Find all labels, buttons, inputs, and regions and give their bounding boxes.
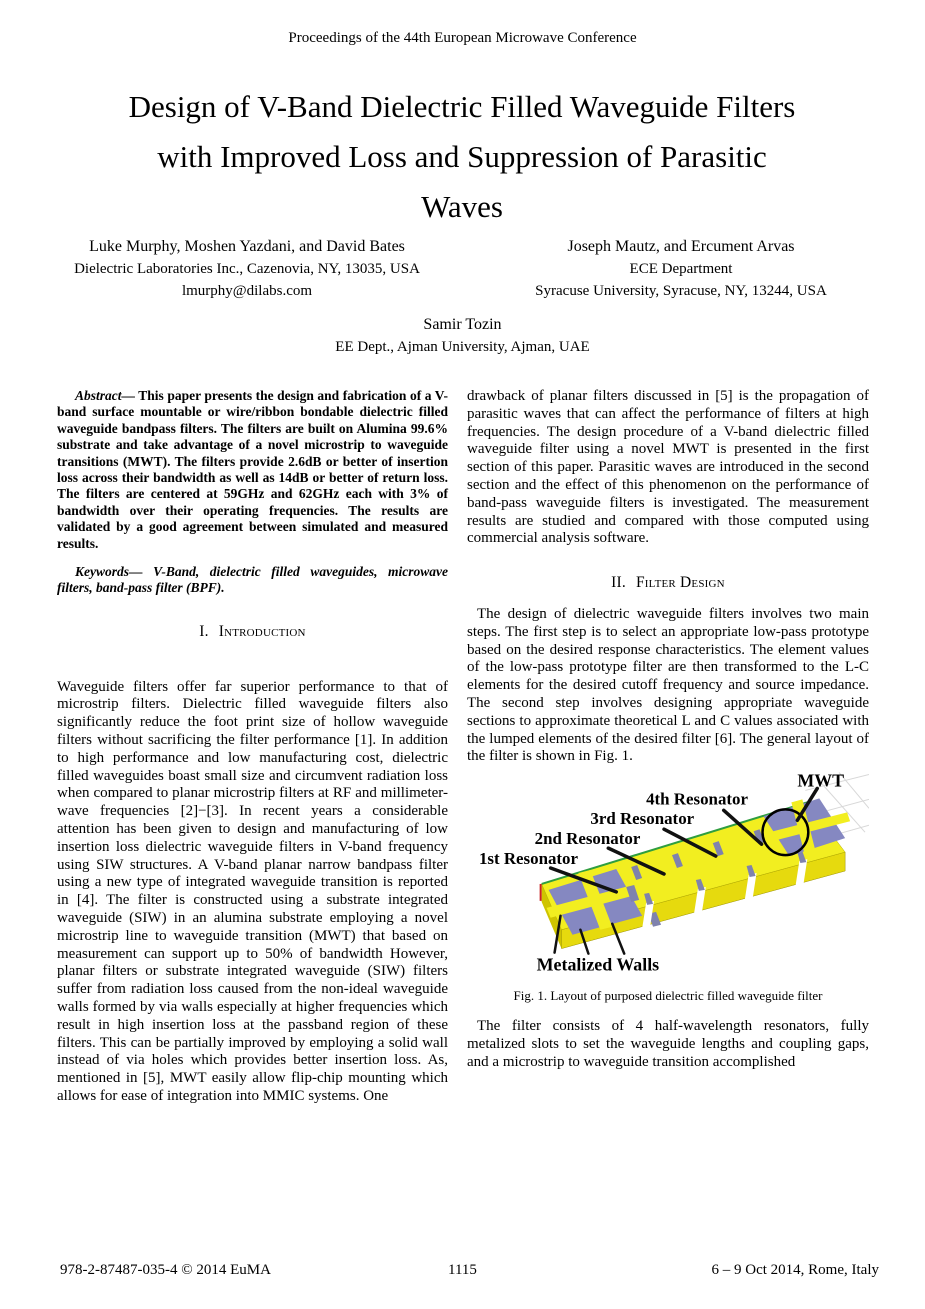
two-column-body (57, 388, 869, 1106)
label-metalized-walls: Metalized Walls (536, 954, 660, 975)
author-affiliation: EE Dept., Ajman University, Ajman, UAE (335, 339, 590, 355)
paper-title (62, 82, 862, 232)
label-res2: 2nd Resonator (534, 829, 641, 849)
figure1-illustration (467, 772, 869, 979)
author-email: lmurphy@dilabs.com (181, 283, 313, 299)
figure-1 (467, 772, 869, 1004)
abstract-lead: Abstract— (75, 388, 136, 403)
author-block-2 (471, 236, 891, 302)
section-title: Filter Design (635, 574, 725, 592)
section-title: Introduction (218, 622, 306, 640)
filter-consists-paragraph: The filter consists of 4 half-wavelength resonators, fully metalized slots to set the waveguide lengths and coupling gaps, and a microstrip to waveguide transition accomplished (467, 1017, 869, 1070)
label-res1: 1st Resonator (478, 849, 579, 869)
introduction-paragraph: Waveguide filters offer far superior performance to that of microstrip filters. Dielectric filled waveguide filters also significantly reduce the foot print size of hollow waveguide filters without sacrificing the filter performance [1]. In addition to high performance and low manufacturing cost, dielectric filled waveguides boast small size and circumvent radiation loss when compared to planar microstrip filters at RF and millimeter-wave frequencies [2]−[3]. In recent years a considerable attention has been given to design and manufacturing of low insertion loss dielectric waveguide filters in V-band frequency using SIW structures. A V-band planar narrow bandpass filter using a new type of integrated waveguide transition is reported in [4]. The filter is constructed using a substrate integrated waveguide (SIW) in an alumina substrate employing a novel microstrip line to waveguide transition (MWT) that based on measurement can support up to 50% of bandwidth However, planar filters or substrate integrated waveguide (SIW) filters suffer from radiation loss caused from the non-ideal waveguide walls formed by via walls especially at higher frequencies which result in high insertion loss at the passband region of these filters. This can be partially improved by employing a solid wall instead of via holes which provides better insertion loss. As, mentioned in [5], MWT easily allow flip-chip mounting which allows for ease of integration into MMIC systems. One (57, 678, 448, 1104)
paper-title-line-3: Waves (421, 189, 503, 224)
abstract-paragraph (57, 388, 448, 552)
author-block-1 (37, 236, 457, 302)
left-column (57, 388, 448, 1106)
page-number: 1115 (448, 1262, 477, 1278)
keywords-paragraph (57, 564, 448, 597)
introduction-continued-paragraph: drawback of planar filters discussed in [5] is the propagation of parasitic waves that can affect the performance of filters at high frequencies. The design procedure of a V-band dielectric filled waveguide filter using a novel MWT is presented in the first section of this paper. Parasitic waves are introduced in the second section and the effect of this phenomenon on the performance of band-pass waveguide filters is investigated. The measurement results are studied and compared with those computed using commercial analysis software. (467, 388, 869, 547)
section-heading-filter-design (467, 574, 869, 592)
keywords-text: V-Band, dielectric filled waveguides, microwave filters, band-pass filter (BPF). (57, 564, 448, 596)
conference-header: Proceedings of the 44th European Microwave Conference (288, 30, 637, 46)
keywords-lead: Keywords— (75, 564, 143, 580)
section-number: I. (199, 622, 209, 640)
label-mwt: MWT (797, 772, 845, 791)
section-number: II. (611, 574, 626, 592)
author-affiliation: Dielectric Laboratories Inc., Cazenovia, NY, 13035, USA (74, 261, 420, 277)
footer-isbn: 978-2-87487-035-4 © 2014 EuMA (60, 1262, 271, 1278)
figure1-caption: Fig. 1. Layout of purposed dielectric filled waveguide filter (513, 987, 823, 1003)
author-names: Joseph Mautz, and Ercument Arvas (567, 238, 795, 255)
filter-design-paragraph: The design of dielectric waveguide filters involves two main steps. The first step is to select an appropriate low-pass prototype based on the desired response characteristics. The element values of the low-pass prototype filter are then transformed to the L-C elements for the desired cutoff frequency and source impedance. The second step involves designing appropriate waveguide sections to approximate theoretical L and C values associated with the lumped elements of the desired filter [6]. The general layout of the filter is shown in Fig. 1. (467, 605, 869, 765)
author-names: Samir Tozin (423, 316, 502, 333)
author-names: Luke Murphy, Moshen Yazdani, and David Bates (89, 238, 405, 255)
author-affiliation: ECE Department (629, 261, 733, 277)
section-heading-introduction (57, 623, 448, 641)
footer-date-location: 6 – 9 Oct 2014, Rome, Italy (711, 1262, 879, 1278)
author-block-3 (0, 314, 925, 358)
author-affiliation: Syracuse University, Syracuse, NY, 13244, USA (535, 283, 827, 299)
label-res3: 3rd Resonator (590, 809, 695, 829)
abstract-text: This paper presents the design and fabrication of a V-band surface mountable or wire/ribbon bondable dielectric filled waveguide bandpass filters. The filters are built on Alumina 99.6% substrate and take advantage of a novel microstrip to waveguide transitions (MWT). The filters provide 2.6dB or better of insertion loss across their bandwidth as well as 14dB or better of return loss. The filters are centered at 59GHz and 62GHz each with 3% of bandwidth over their operating frequencies. The results are validated by a good agreement between simulated and measured results. (57, 388, 448, 551)
right-column (467, 388, 869, 1106)
paper-title-line-2: with Improved Loss and Suppression of Parasitic (157, 139, 767, 174)
label-res4: 4th Resonator (646, 789, 749, 809)
paper-title-line-1: Design of V-Band Dielectric Filled Waveguide Filters (128, 89, 796, 124)
